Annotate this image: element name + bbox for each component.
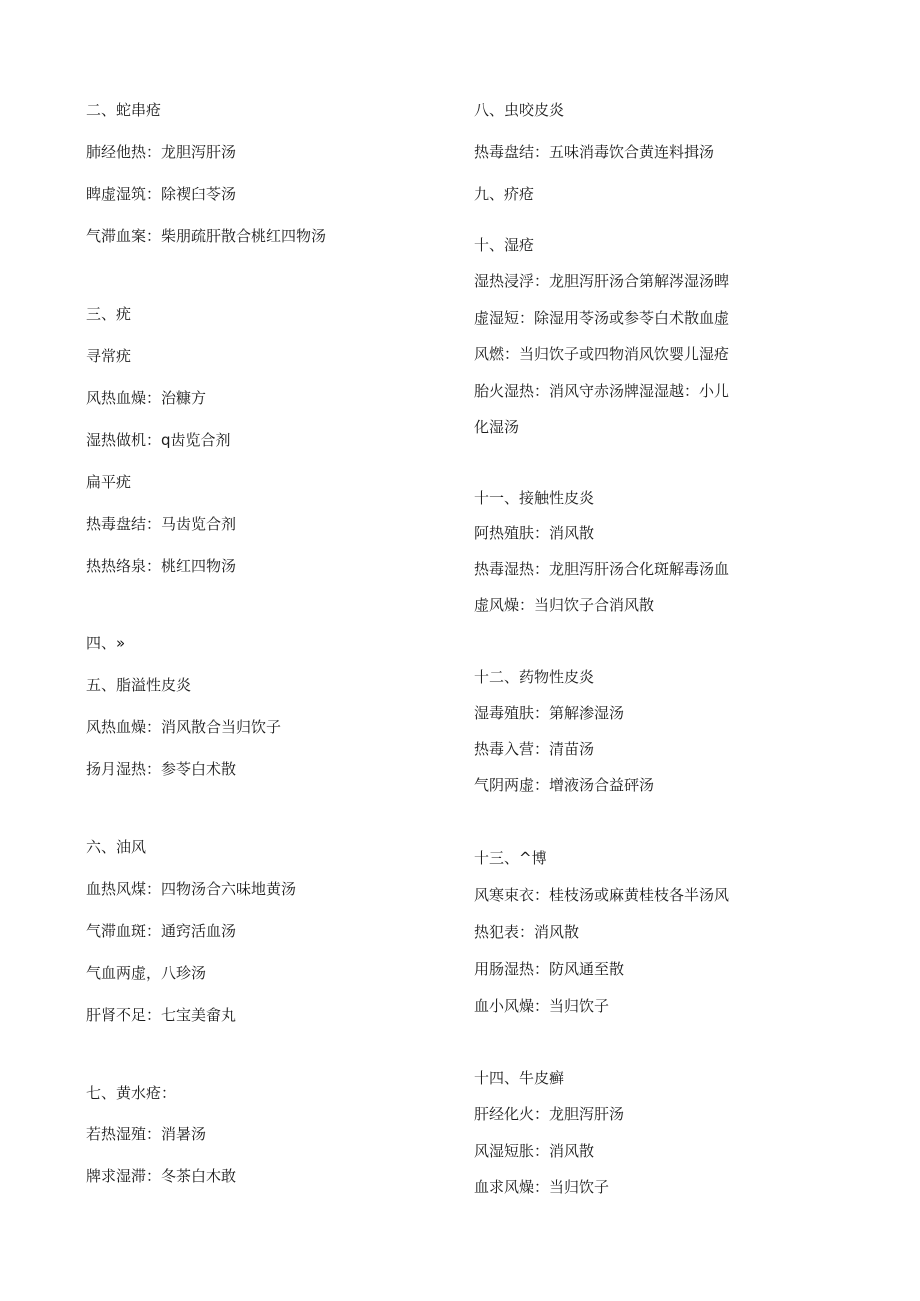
- text-line: 牌求湿滞：冬茶白木敢: [86, 1167, 237, 1185]
- subheading: 扁平疣: [86, 473, 132, 491]
- section-heading: 九、疥疮: [474, 185, 535, 203]
- section-heading: 二、蛇串疮: [86, 101, 162, 119]
- text-line: 肝肾不足：七宝美畲丸: [86, 1006, 237, 1024]
- section-heading: 七、黄水疮：: [86, 1084, 177, 1102]
- section-heading: 十二、药物性皮炎: [474, 668, 595, 686]
- text-line: 热毒湿热：龙胆泻肝汤合化斑解毒汤血: [474, 560, 730, 578]
- text-line: 虚湿短：除湿用苓汤或参苓白术散血虚: [474, 309, 730, 327]
- text-line: 风热血燥：消风散合当归饮子: [86, 718, 282, 736]
- text-line: 睥虚湿筑：除褉臼苓汤: [86, 185, 237, 203]
- text-line: 气滞血案：柴朋疏肝散合桃红四物汤: [86, 227, 327, 245]
- text-line: 风热血燥：治糠方: [86, 389, 207, 407]
- section-heading: 十四、牛皮癣: [474, 1069, 565, 1087]
- text-line: 热毒盘结：马齿览合剂: [86, 515, 237, 533]
- text-line: 热热络泉：桃红四物汤: [86, 557, 237, 575]
- text-line: 气血两虚，八珍汤: [86, 964, 207, 982]
- text-line: 用肠湿热：防风通至散: [474, 960, 625, 978]
- text-line: 血小风燥：当归饮子: [474, 997, 610, 1015]
- section-heading: 十、湿疮: [474, 236, 535, 254]
- section-heading: 十一、接触性皮炎: [474, 489, 595, 507]
- section-heading: 十三、^博: [474, 849, 547, 867]
- text-line: 若热湿殖：消暑汤: [86, 1125, 207, 1143]
- section-heading: 六、油风: [86, 838, 147, 856]
- text-line: 湿毒殖肤：第解渗湿汤: [474, 704, 625, 722]
- section-heading: 八、虫咬皮炎: [474, 101, 565, 119]
- subheading: 寻常疣: [86, 347, 132, 365]
- text-line: 气滞血斑：通窍活血汤: [86, 922, 237, 940]
- text-line: 热犯表：消风散: [474, 923, 580, 941]
- section-heading: 四、»: [86, 634, 126, 652]
- text-line: 湿热浸浮：龙胆泻肝汤合第解涔湿汤睥: [474, 272, 730, 290]
- text-line: 阿热殖肤：消风散: [474, 524, 595, 542]
- text-line: 风寒束衣：桂枝汤或麻黄桂枝各半汤风: [474, 886, 730, 904]
- text-line: 湿热做机：q齿览合剂: [86, 431, 231, 449]
- text-line: 气阴两虚：增液汤合益砰汤: [474, 776, 655, 794]
- text-line: 化湿汤: [474, 418, 520, 436]
- text-line: 风燃：当归饮子或四物消风饮婴儿湿疮: [474, 345, 730, 363]
- text-line: 血热风煤：四物汤合六味地黄汤: [86, 880, 297, 898]
- section-heading: 五、脂溢性皮炎: [86, 676, 192, 694]
- text-line: 肝经化火：龙胆泻肝汤: [474, 1105, 625, 1123]
- text-line: 血求风燥：当归饮子: [474, 1178, 610, 1196]
- text-line: 风湿短胀：消风散: [474, 1142, 595, 1160]
- text-line: 热毒入营：清苗汤: [474, 740, 595, 758]
- text-line: 扬月湿热：参苓白术散: [86, 760, 237, 778]
- section-heading: 三、疣: [86, 305, 132, 323]
- text-line: 肺经他热：龙胆泻肝汤: [86, 143, 237, 161]
- text-line: 胎火湿热：消风守赤汤牌湿湿越：小儿: [474, 382, 730, 400]
- text-line: 虚风燥：当归饮子合消风散: [474, 596, 655, 614]
- text-line: 热毒盘结：五味消毒饮合黄连料揖汤: [474, 143, 715, 161]
